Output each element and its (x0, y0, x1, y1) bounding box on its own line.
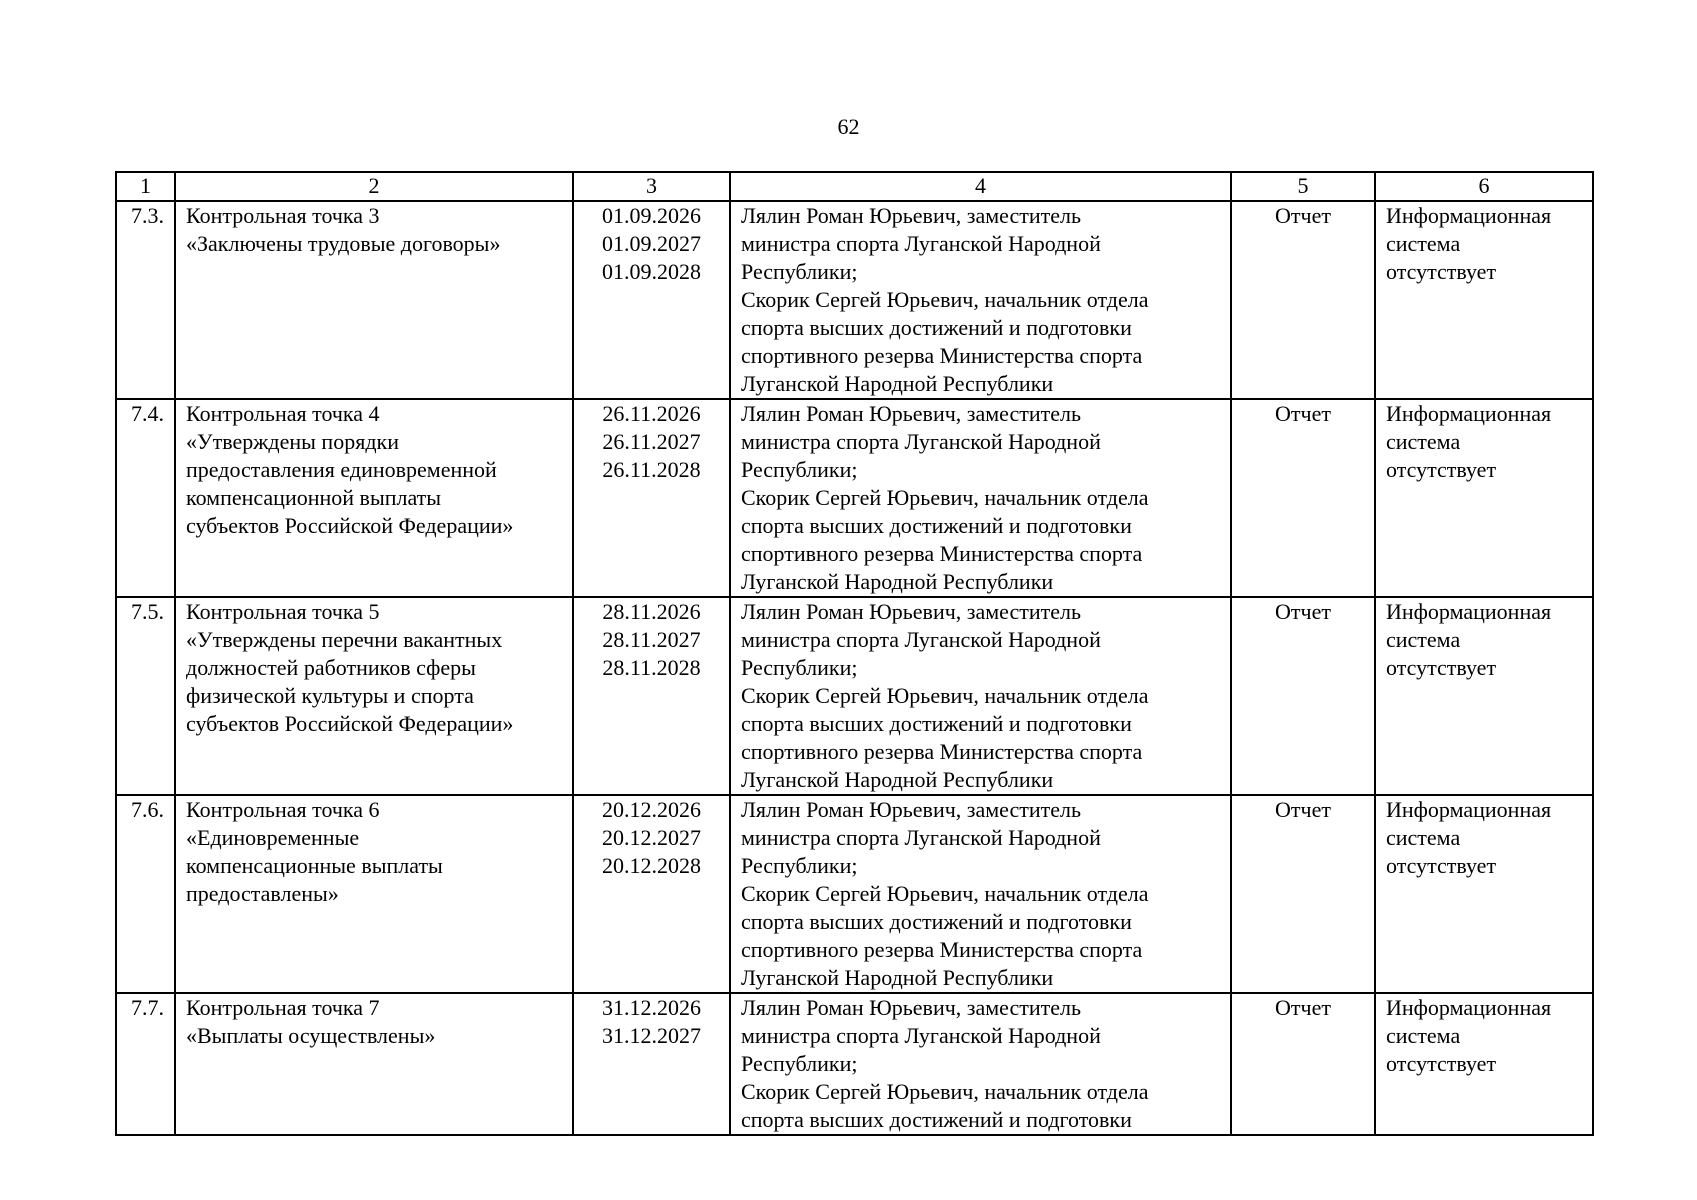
responsible-persons: Лялин Роман Юрьевич, заместитель министра спорта Луганской Народной Республики; Скорик Сергей Юрьевич, начальник отдела спорта высших достижений и подготовки спортивного резерва Министерства спорта Луганской Народной Республики (730, 597, 1231, 795)
responsible-persons: Лялин Роман Юрьевич, заместитель министра спорта Луганской Народной Республики; Скорик Сергей Юрьевич, начальник отдела спорта высших достижений и подготовки (730, 993, 1231, 1135)
report-form: Отчет (1231, 399, 1375, 597)
deadline-dates: 28.11.2026 28.11.2027 28.11.2028 (573, 597, 730, 795)
table-row (116, 597, 1593, 795)
information-system: Информационная система отсутствует (1375, 993, 1593, 1135)
report-form: Отчет (1231, 201, 1375, 399)
table-row (116, 201, 1593, 399)
control-points-table (115, 171, 1594, 1136)
header-cell-3: 3 (573, 172, 730, 201)
row-number: 7.4. (116, 399, 175, 597)
header-cell-5: 5 (1231, 172, 1375, 201)
header-cell-1: 1 (116, 172, 175, 201)
header-cell-2: 2 (175, 172, 573, 201)
header-cell-4: 4 (730, 172, 1231, 201)
deadline-dates: 01.09.2026 01.09.2027 01.09.2028 (573, 201, 730, 399)
report-form: Отчет (1231, 795, 1375, 993)
deadline-dates: 31.12.2026 31.12.2027 (573, 993, 730, 1135)
row-number: 7.6. (116, 795, 175, 993)
control-point-title: Контрольная точка 5 «Утверждены перечни вакантных должностей работников сферы физической культуры и спорта субъектов Российской Федерации» (175, 597, 573, 795)
row-number: 7.3. (116, 201, 175, 399)
row-number: 7.7. (116, 993, 175, 1135)
responsible-persons: Лялин Роман Юрьевич, заместитель министра спорта Луганской Народной Республики; Скорик Сергей Юрьевич, начальник отдела спорта высших достижений и подготовки спортивного резерва Министерства спорта Луганской Народной Республики (730, 795, 1231, 993)
control-point-title: Контрольная точка 6 «Единовременные компенсационные выплаты предоставлены» (175, 795, 573, 993)
deadline-dates: 20.12.2026 20.12.2027 20.12.2028 (573, 795, 730, 993)
page-number: 62 (837, 114, 860, 139)
information-system: Информационная система отсутствует (1375, 399, 1593, 597)
table-row (116, 399, 1593, 597)
information-system: Информационная система отсутствует (1375, 597, 1593, 795)
table-header-row (116, 172, 1593, 201)
deadline-dates: 26.11.2026 26.11.2027 26.11.2028 (573, 399, 730, 597)
report-form: Отчет (1231, 597, 1375, 795)
responsible-persons: Лялин Роман Юрьевич, заместитель министра спорта Луганской Народной Республики; Скорик Сергей Юрьевич, начальник отдела спорта высших достижений и подготовки спортивного резерва Министерства спорта Луганской Народной Республики (730, 399, 1231, 597)
information-system: Информационная система отсутствует (1375, 201, 1593, 399)
header-cell-6: 6 (1375, 172, 1593, 201)
responsible-persons: Лялин Роман Юрьевич, заместитель министра спорта Луганской Народной Республики; Скорик Сергей Юрьевич, начальник отдела спорта высших достижений и подготовки спортивного резерва Министерства спорта Луганской Народной Республики (730, 201, 1231, 399)
control-point-title: Контрольная точка 4 «Утверждены порядки предоставления единовременной компенсационной выплаты субъектов Российской Федерации» (175, 399, 573, 597)
report-form: Отчет (1231, 993, 1375, 1135)
control-point-title: Контрольная точка 3 «Заключены трудовые договоры» (175, 201, 573, 399)
row-number: 7.5. (116, 597, 175, 795)
control-point-title: Контрольная точка 7 «Выплаты осуществлены» (175, 993, 573, 1135)
table-row (116, 993, 1593, 1135)
table-row (116, 795, 1593, 993)
information-system: Информационная система отсутствует (1375, 795, 1593, 993)
